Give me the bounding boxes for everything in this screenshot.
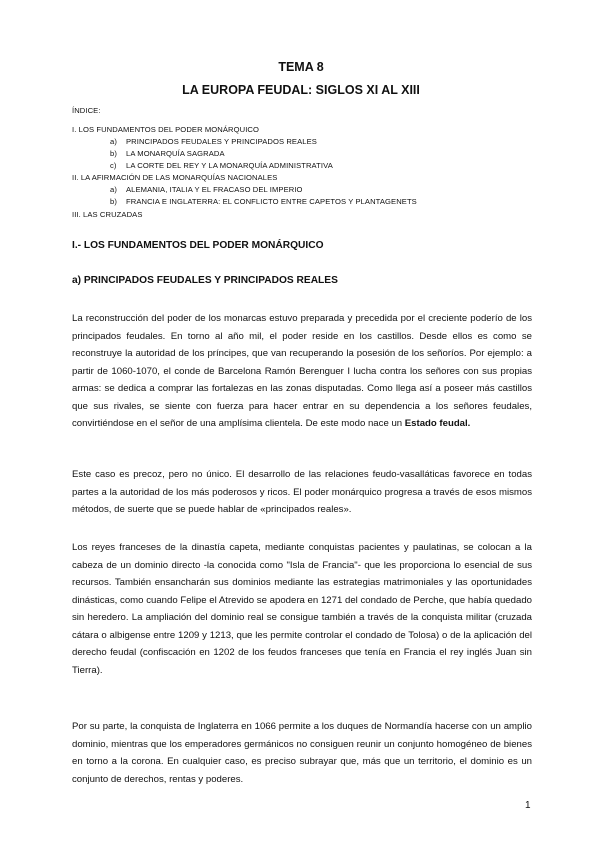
index-entry-3 — [72, 210, 142, 219]
index-entry-2b — [110, 197, 417, 206]
index-entry-marker: a) — [110, 185, 117, 194]
index-entry-text: I. LOS FUNDAMENTOS DEL PODER MONÁRQUICO — [72, 125, 260, 134]
index-entry-text: LA MONARQUÍA SAGRADA — [126, 149, 225, 158]
paragraph-1-bold-term: Estado feudal. — [404, 418, 471, 429]
section-heading: I.- LOS FUNDAMENTOS DEL PODER MONÁRQUICO — [72, 240, 324, 251]
index-entry-1a — [110, 137, 317, 146]
paragraph-1-text: La reconstrucción del poder de los monarcas estuvo preparada y precedida por el creciente poderío de los principados feudales. En torno al año mil, el poder reside en los castillos. Desde ellos es como se reconstruye la autoridad de los príncipes, que van recuperando la posesión de los señoríos. Por ejemplo: a partir de 1060-1070, el conde de Barcelona Ramón Berenguer I lucha contra los señores con sus propias armas: se dedica a comprar las fortalezas en las zonas disputadas. Como llega así a poseer más castillos que sus rivales, se siente con fuerza para hacer entrar en su dependencia a los señores feudales, convirtiéndose en el señor de una amplísima clientela. De este modo nace un — [72, 313, 532, 429]
paragraph-2: Este caso es precoz, pero no único. El desarrollo de las relaciones feudo-vasalláticas favorece en todas partes a la autoridad de los más poderosos y ricos. El poder monárquico progresa a través de esos mismos métodos, de suerte que se puede hablar de «principados reales». — [72, 469, 532, 515]
index-entry-text: PRINCIPADOS FEUDALES Y PRINCIPADOS REALES — [126, 137, 317, 146]
index-entry-text: ALEMANIA, ITALIA Y EL FRACASO DEL IMPERIO — [126, 185, 303, 194]
index-entry-1b — [110, 149, 225, 158]
index-entry-1c — [110, 161, 333, 170]
index-entry-text: II. LA AFIRMACIÓN DE LAS MONARQUÍAS NACIONALES — [72, 173, 278, 182]
index-entry-1 — [72, 125, 259, 134]
document-title: LA EUROPA FEUDAL: SIGLOS XI AL XIII — [182, 83, 420, 97]
index-entry-marker: c) — [110, 161, 117, 170]
paragraph-1 — [72, 310, 532, 433]
index-entry-text: FRANCIA E INGLATERRA: EL CONFLICTO ENTRE CAPETOS Y PLANTAGENETS — [126, 197, 417, 206]
paragraph-4: Por su parte, la conquista de Inglaterra en 1066 permite a los duques de Normandía hacerse con un amplio dominio, mientras que los emperadores germánicos no consiguen reunir un conjunto homogéneo de bienes en torno a la corona. En cualquier caso, es preciso subrayar que, más que un territorio, el dominio es un conjunto de derechos, rentas y poderes. — [72, 721, 532, 785]
topic-number: TEMA 8 — [278, 60, 324, 74]
subsection-heading: a) PRINCIPADOS FEUDALES Y PRINCIPADOS REALES — [72, 275, 338, 286]
index-label: ÍNDICE: — [72, 106, 101, 115]
index-entry-2a — [110, 185, 303, 194]
index-entry-marker: b) — [110, 149, 117, 158]
index-entry-text: III. LAS CRUZADAS — [72, 210, 143, 219]
index-entry-2 — [72, 173, 277, 182]
index-entry-marker: a) — [110, 137, 117, 146]
paragraph-3: Los reyes franceses de la dinastía capeta, mediante conquistas pacientes y paulatinas, se colocan a la cabeza de un dominio directo -la conocida como "Isla de Francia"- que les proporciona lo esencial de sus recursos. También ensancharán sus dominios mediante las estrategias matrimoniales y las oportunidades dinásticas, como cuando Felipe el Atrevido se apodera en 1271 del condado de Perche, que había quedado sin heredero. La ampliación del dominio real se consigue también a través de la conquista militar (cruzada cátara o albigense entre 1209 y 1213, que les permite controlar el condado de Tolosa) o de la aplicación del derecho feudal (confiscación en 1202 de los feudos franceses que tenía en Francia el rey inglés Juan sin Tierra). — [72, 542, 532, 676]
page-number: 1 — [525, 800, 531, 811]
index-entry-text: LA CORTE DEL REY Y LA MONARQUÍA ADMINISTRATIVA — [126, 161, 333, 170]
index-entry-marker: b) — [110, 197, 117, 206]
